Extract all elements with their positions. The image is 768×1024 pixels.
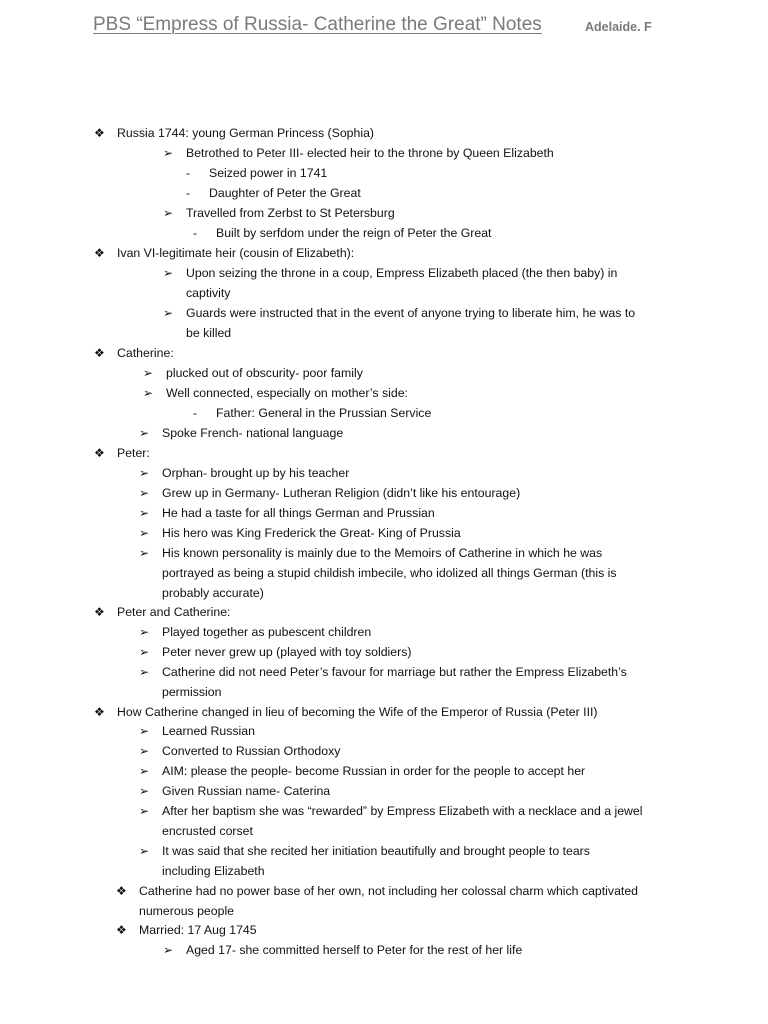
note-text: After her baptism she was “rewarded” by Empress Elizabeth with a necklace and a jewel (162, 804, 643, 818)
author-name: Adelaide. F (585, 20, 652, 34)
note-text: Aged 17- she committed herself to Peter for the rest of her life (186, 943, 523, 957)
note-text: Grew up in Germany- Lutheran Religion (didn’t like his entourage) (162, 486, 521, 500)
note-text: Peter and Catherine: (117, 605, 231, 619)
note-line (162, 821, 253, 841)
diamond-bullet-icon: ❖ (116, 884, 127, 898)
note-text: Russia 1744: young German Princess (Sophia) (117, 126, 374, 140)
note-line (163, 263, 618, 283)
note-text: encrusted corset (162, 824, 253, 838)
note-text: Betrothed to Peter III- elected heir to the throne by Queen Elizabeth (186, 146, 554, 160)
note-line (94, 243, 355, 263)
arrow-bullet-icon: ➢ (139, 486, 150, 500)
note-text: Ivan VI-legitimate heir (cousin of Elizabeth): (117, 246, 355, 260)
note-line (139, 901, 234, 921)
note-text: portrayed as being a stupid childish imbecile, who idolized all things German (this is (162, 566, 617, 580)
note-text: AIM: please the people- become Russian in order for the people to accept her (162, 764, 586, 778)
diamond-bullet-icon: ❖ (94, 126, 105, 140)
arrow-bullet-icon: ➢ (139, 764, 150, 778)
note-line (139, 721, 255, 741)
note-line (139, 622, 372, 642)
note-line (139, 423, 344, 443)
arrow-bullet-icon: ➢ (139, 844, 150, 858)
note-line (139, 662, 627, 682)
note-text: Spoke French- national language (162, 426, 344, 440)
note-line (163, 203, 395, 223)
arrow-bullet-icon: ➢ (139, 784, 150, 798)
note-line (94, 602, 231, 622)
arrow-bullet-icon: ➢ (163, 146, 174, 160)
note-text: Travelled from Zerbst to St Petersburg (186, 206, 395, 220)
arrow-bullet-icon: ➢ (139, 804, 150, 818)
diamond-bullet-icon: ❖ (94, 705, 105, 719)
note-text: Well connected, especially on mother’s side: (166, 386, 408, 400)
diamond-bullet-icon: ❖ (94, 246, 105, 260)
note-line (139, 781, 331, 801)
arrow-bullet-icon: ➢ (163, 266, 174, 280)
arrow-bullet-icon: ➢ (139, 506, 150, 520)
diamond-bullet-icon: ❖ (94, 605, 105, 619)
note-line (162, 563, 617, 583)
note-line (116, 881, 638, 901)
note-line (193, 223, 492, 243)
note-text: Learned Russian (162, 724, 255, 738)
note-text: How Catherine changed in lieu of becoming the Wife of the Emperor of Russia (Peter III) (117, 705, 598, 719)
note-text: He had a taste for all things German and Prussian (162, 506, 435, 520)
arrow-bullet-icon: ➢ (143, 386, 154, 400)
note-line (163, 143, 554, 163)
note-text: Given Russian name- Caterina (162, 784, 331, 798)
arrow-bullet-icon: ➢ (139, 546, 150, 560)
note-text: Catherine did not need Peter’s favour for marriage but rather the Empress Elizabeth’s (162, 665, 627, 679)
arrow-bullet-icon: ➢ (139, 426, 150, 440)
note-line (163, 940, 523, 960)
arrow-bullet-icon: ➢ (139, 665, 150, 679)
note-line (139, 801, 643, 821)
note-line (139, 503, 435, 523)
arrow-bullet-icon: ➢ (139, 744, 150, 758)
note-text: Converted to Russian Orthodoxy (162, 744, 341, 758)
arrow-bullet-icon: ➢ (139, 625, 150, 639)
note-line (186, 283, 230, 303)
note-line (94, 443, 150, 463)
note-line (116, 920, 257, 940)
note-line (139, 761, 586, 781)
note-line (139, 741, 341, 761)
note-text: Played together as pubescent children (162, 625, 372, 639)
diamond-bullet-icon: ❖ (94, 346, 105, 360)
note-text: Peter: (117, 446, 150, 460)
dash-bullet: - (186, 166, 190, 180)
note-text: Guards were instructed that in the event of anyone trying to liberate him, he was to (186, 306, 636, 320)
dash-bullet: - (193, 406, 197, 420)
arrow-bullet-icon: ➢ (139, 526, 150, 540)
arrow-bullet-icon: ➢ (143, 366, 154, 380)
diamond-bullet-icon: ❖ (94, 446, 105, 460)
note-text: Father: General in the Prussian Service (216, 406, 432, 420)
note-text: permission (162, 685, 222, 699)
arrow-bullet-icon: ➢ (139, 645, 150, 659)
note-text: numerous people (139, 904, 235, 918)
note-line (139, 523, 461, 543)
note-line (143, 363, 363, 383)
note-text: Seized power in 1741 (209, 166, 328, 180)
arrow-bullet-icon: ➢ (163, 943, 174, 957)
arrow-bullet-icon: ➢ (139, 466, 150, 480)
note-text: Catherine: (117, 346, 174, 360)
note-text: His hero was King Frederick the Great- King of Prussia (162, 526, 461, 540)
note-line (139, 543, 603, 563)
diamond-bullet-icon: ❖ (116, 923, 127, 937)
dash-bullet: - (186, 186, 190, 200)
note-line (186, 163, 328, 183)
arrow-bullet-icon: ➢ (139, 724, 150, 738)
note-text: Upon seizing the throne in a coup, Empress Elizabeth placed (the then baby) in (186, 266, 618, 280)
note-text: Orphan- brought up by his teacher (162, 466, 350, 480)
dash-bullet: - (193, 226, 197, 240)
note-text: plucked out of obscurity- poor family (166, 366, 363, 380)
note-line (139, 483, 521, 503)
note-text: captivity (186, 286, 231, 300)
note-text: be killed (186, 326, 232, 340)
note-line (94, 702, 598, 722)
note-text: His known personality is mainly due to the Memoirs of Catherine in which he was (162, 546, 603, 560)
note-text: probably accurate) (162, 586, 264, 600)
note-line (143, 383, 408, 403)
note-text: Built by serfdom under the reign of Peter the Great (216, 226, 492, 240)
arrow-bullet-icon: ➢ (163, 206, 174, 220)
note-text: Married: 17 Aug 1745 (139, 923, 257, 937)
note-text: Daughter of Peter the Great (209, 186, 361, 200)
note-text: Catherine had no power base of her own, not including her colossal charm which captivated (139, 884, 638, 898)
note-line (163, 303, 636, 323)
note-text: It was said that she recited her initiation beautifully and brought people to tears (162, 844, 590, 858)
note-line (94, 123, 374, 143)
note-text: Peter never grew up (played with toy soldiers) (162, 645, 412, 659)
note-text: including Elizabeth (162, 864, 265, 878)
note-line (139, 841, 590, 861)
note-line (139, 463, 350, 483)
note-line (139, 642, 412, 662)
note-line (193, 403, 432, 423)
note-line (162, 861, 265, 881)
page-title: PBS “Empress of Russia- Catherine the Great” Notes (93, 14, 542, 35)
note-line (186, 183, 361, 203)
note-line (186, 323, 231, 343)
note-line (162, 583, 264, 603)
note-line (162, 682, 221, 702)
arrow-bullet-icon: ➢ (163, 306, 174, 320)
note-line (94, 343, 174, 363)
